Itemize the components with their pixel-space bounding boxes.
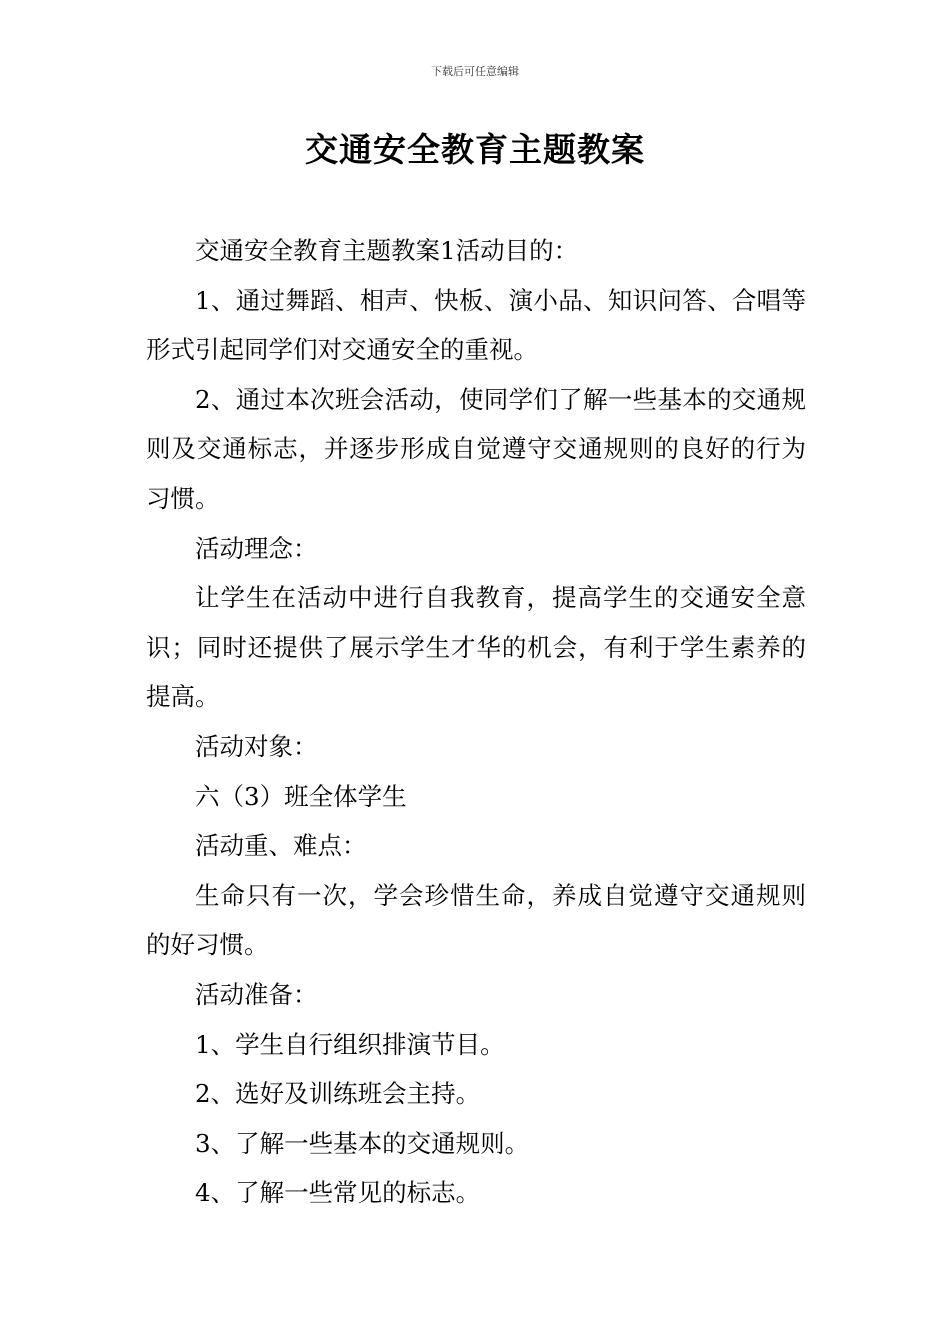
paragraph-keypoints-text: 生命只有一次，学会珍惜生命，养成自觉遵守交通规则的好习惯。 xyxy=(146,880,806,960)
document-body xyxy=(146,226,806,1218)
paragraph-purpose-1: 1、通过舞蹈、相声、快板、演小品、知识问答、合唱等形式引起同学们对交通安全的重视。 xyxy=(146,285,806,365)
paragraph-purpose-heading: 交通安全教育主题教案1活动目的： xyxy=(195,236,579,265)
paragraph-concept-heading: 活动理念： xyxy=(195,533,318,563)
page-title: 交通安全教育主题教案 xyxy=(305,130,645,169)
header-note: 下载后可任意编辑 xyxy=(431,65,519,78)
paragraph-audience-text: 六（3）班全体学生 xyxy=(195,781,407,811)
paragraph-preparation-1: 1、学生自行组织排演节目。 xyxy=(195,1029,505,1059)
paragraph-keypoints-heading: 活动重、难点： xyxy=(195,831,367,861)
paragraph-preparation-4: 4、了解一些常见的标志。 xyxy=(195,1178,481,1208)
paragraph-preparation-heading: 活动准备： xyxy=(195,979,318,1009)
paragraph-preparation-2: 2、选好及训练班会主持。 xyxy=(195,1079,481,1109)
paragraph-concept-text: 让学生在活动中进行自我教育，提高学生的交通安全意识；同时还提供了展示学生才华的机会，有利于学生素养的提高。 xyxy=(146,583,806,712)
paragraph-preparation-3: 3、了解一些基本的交通规则。 xyxy=(195,1128,530,1158)
paragraph-audience-heading: 活动对象： xyxy=(195,731,318,761)
paragraph-purpose-2: 2、通过本次班会活动，使同学们了解一些基本的交通规则及交通标志，并逐步形成自觉遵守交通规则的良好的行为习惯。 xyxy=(146,384,806,513)
